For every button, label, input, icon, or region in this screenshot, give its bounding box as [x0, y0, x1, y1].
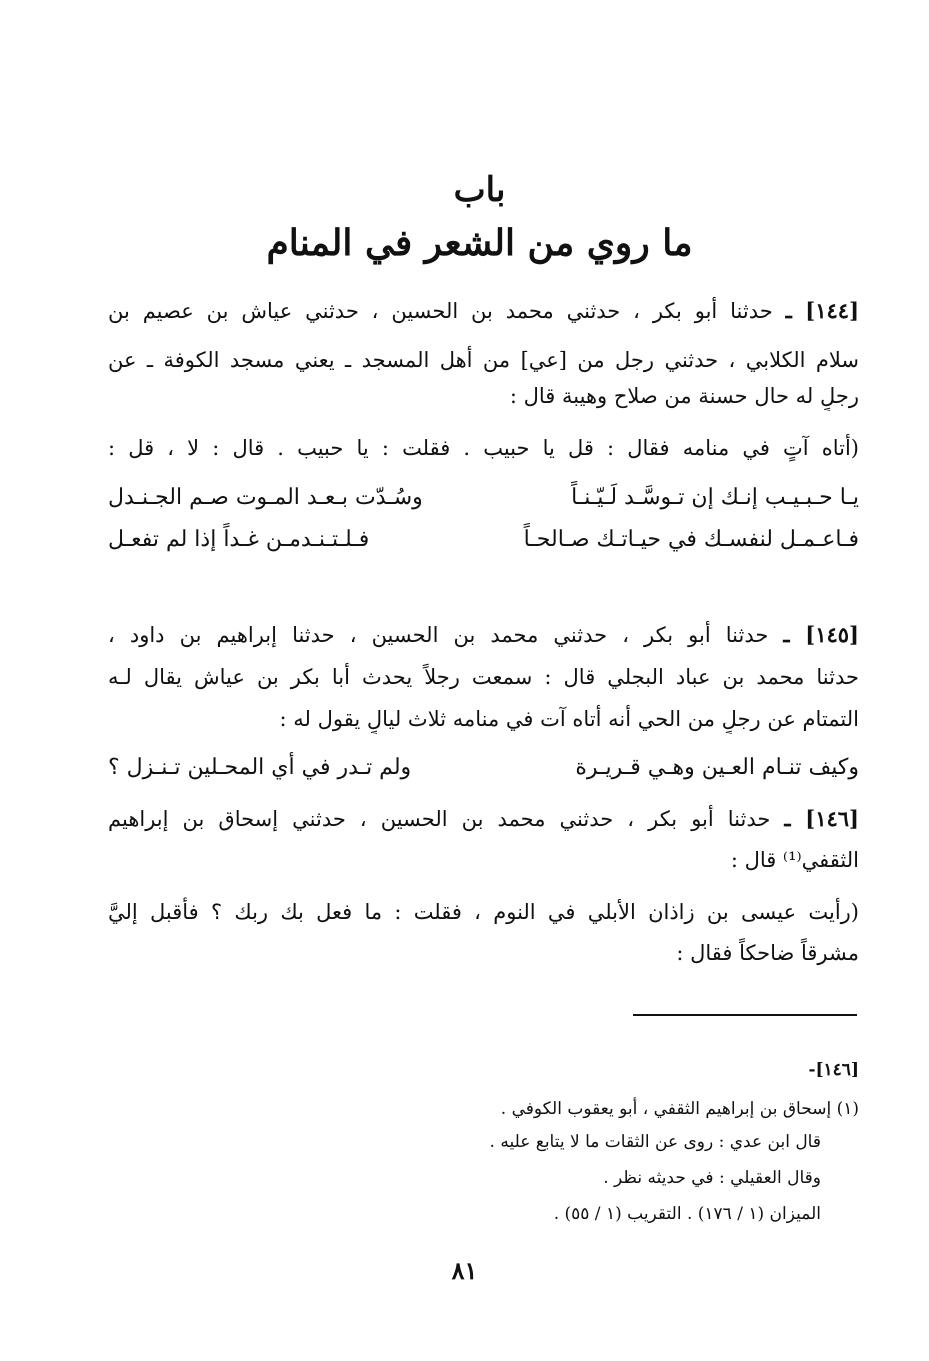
entry-146-line-2: الثقفي⁽¹⁾ قال :: [730, 848, 859, 872]
entry-146-line-3: (رأيت عيسى بن زاذان الأبلي في النوم ، فقلت : ما فعل بك ربك ؟ فأقبل إليَّ: [108, 900, 859, 924]
entry-145-line-2: حدثنا محمد بن عباد البجلي قال : سمعت رجلاً يحدث أبا بكر بن عياش يقال لـه: [108, 665, 859, 689]
verse-hemistich: يـا حـبـيـب إنـك إن تـوسَّـد لَـيّـنـاً: [571, 485, 859, 510]
verse-line: [108, 752, 859, 784]
verse-hemistich: ولم تـدر في أي المحـلين تـنـزل ؟: [108, 755, 412, 780]
verse-line: [108, 524, 859, 556]
entry-144-line-1: [108, 296, 859, 326]
footnote-entry-ref: [١٤٦]-: [808, 1060, 859, 1080]
verse-hemistich: فـاعـمـل لنفسـك في حيـاتـك صـالحـاً: [523, 527, 859, 552]
entry-144-line-3: رجلٍ له حال حسنة من صلاح وهيبة قال :: [509, 384, 859, 408]
entry-146-line-1: [108, 804, 859, 834]
footnote-1-source: الميزان (١ / ١٧٦) . التقريب (١ / ٥٥) .: [553, 1204, 821, 1224]
entry-number: [١٤٥] ـ: [783, 622, 859, 647]
page-number: ٨١: [451, 1256, 478, 1285]
entry-text: حدثنا أبو بكر ، حدثني محمد بن الحسين ، حدثني إسحاق بن إبراهيم: [108, 807, 771, 831]
verse-hemistich: وكيف تنـام العـين وهـي قـريـرة: [575, 755, 859, 780]
verse-line: [108, 482, 859, 514]
chapter-title: ما روي من الشعر في المنام: [266, 222, 693, 264]
footnote-1-detail: قال ابن عدي : روى عن الثقات ما لا يتابع عليه .: [489, 1132, 821, 1152]
footnote-divider: [633, 1014, 857, 1016]
entry-145-line-3: التمتام عن رجلٍ من الحي أنه أتاه آت في منامه ثلاث ليالٍ يقول له :: [279, 707, 859, 731]
verse-hemistich: فـلـتـنـدمـن غـداً إذا لم تفعـل: [108, 527, 370, 552]
entry-144-line-4: (أتاه آتٍ في منامه فقال : قل يا حبيب . فقلت : يا حبيب . قال : لا ، قل :: [108, 436, 859, 460]
footnote-1-detail: وقال العقيلي : في حديثه نظر .: [603, 1168, 821, 1188]
entry-text: حدثنا أبو بكر ، حدثني محمد بن الحسين ، حدثني عياش بن عصيم بن: [108, 299, 773, 323]
footnote-1: (١) إسحاق بن إبراهيم الثقفي ، أبو يعقوب الكوفي .: [500, 1099, 859, 1119]
entry-144-line-2: سلام الكلابي ، حدثني رجل من [عي] من أهل المسجد ـ يعني مسجد الكوفة ـ عن: [108, 348, 859, 372]
entry-145-line-1: [108, 620, 859, 650]
entry-text: حدثنا أبو بكر ، حدثني محمد بن الحسين ، حدثنا إبراهيم بن داود ،: [108, 623, 769, 647]
chapter-label: باب: [453, 170, 506, 210]
entry-number: [١٤٦] ـ: [784, 806, 859, 831]
verse-hemistich: وسُـدّت بـعـد المـوت صـم الجـنـدل: [108, 485, 423, 510]
entry-146-line-4: مشرقاً ضاحكاً فقال :: [676, 941, 859, 965]
entry-number: [١٤٤] ـ: [785, 298, 859, 323]
